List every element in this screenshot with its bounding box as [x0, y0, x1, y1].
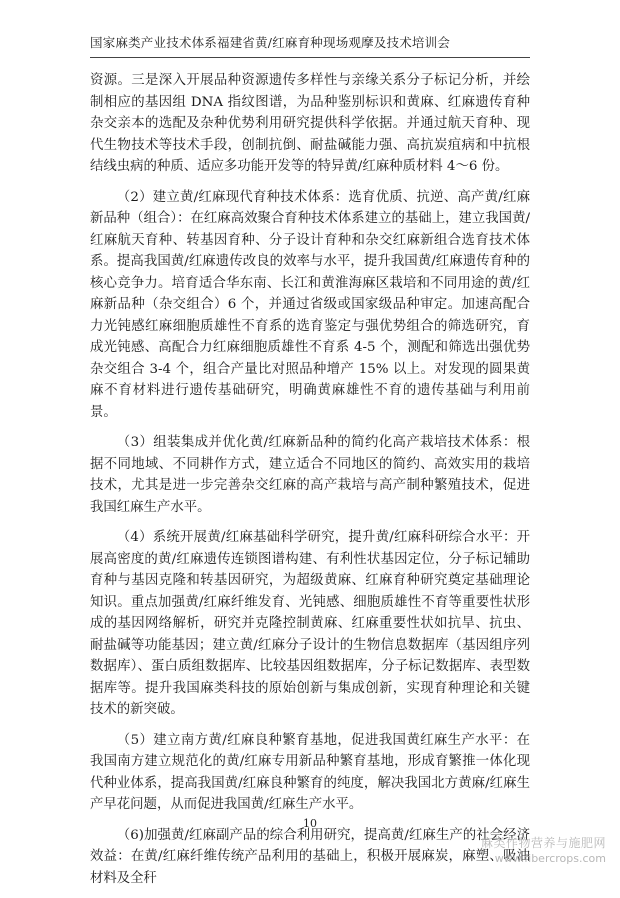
paragraph-3: （3）组装集成并优化黄/红麻新品种的简约化高产栽培技术体系：根据不同地域、不同耕作方式，建立适合不同地区的简约、高效实用的栽培技术，尤其是进一步完善杂交红麻的高产栽培与高产制种繁殖技术，促进我国红麻生产水平。 — [90, 435, 530, 515]
watermark-url: www.fibercrops.com — [494, 852, 606, 865]
watermark — [481, 836, 606, 866]
paragraph-1: 资源。三是深入开展品种资源遗传多样性与亲缘关系分子标记分析，并绘制相应的基因组 DNA 指纹图谱，为品种鉴别标识和黄麻、红麻遗传育种杂交亲本的选配及杂种优势利用研究提供科学依据。并通过航天育种、现代生物技术等技术手段，创制抗倒、耐盐碱能力强、高抗炭疽病和中抗根结线虫病的种质、适应多功能开发等的特异黄/红麻种质材料 4～6 份。 — [90, 73, 530, 174]
paragraph-5: （5）建立南方黄/红麻良种繁育基地，促进我国黄红麻生产水平：在我国南方建立规范化的黄/红麻专用新品种繁育基地，形成育繁推一体化现代种业体系，提高我国黄/红麻良种繁育的纯度，解决我国北方黄麻/红麻生产早花问题，从而促进我国黄/红麻生产水平。 — [90, 732, 530, 812]
paragraph-4: （4）系统开展黄/红麻基础科学研究，提升黄/红麻科研综合水平：开展高密度的黄/红麻遗传连锁图谱构建、有利性状基因定位，分子标记辅助育种与基因克隆和转基因研究，为超级黄麻、红麻育种研究奠定基础理论知识。重点加强黄/红麻纤维发育、光钝感、细胞质雄性不育等重要性状形成的基因网络解析，研究并克隆控制黄麻、红麻重要性状如抗旱、抗虫、耐盐碱等功能基因；建立黄/红麻分子设计的生物信息数据库（基因组序列数据库）、蛋白质组数据库、比较基因组数据库，分子标记数据库、表型数据库等。提升我国麻类科技的原始创新与集成创新，实现育种理论和关键技术的新突破。 — [90, 530, 530, 717]
paragraph-6: （6)加强黄/红麻副产品的综合利用研究，提高黄/红麻生产的社会经济效益：在黄/红麻纤维传统产品利用的基础上，积极开展麻炭，麻塑、吸油材料及全秆 — [90, 827, 530, 886]
body-text — [90, 70, 530, 898]
header-rule — [90, 57, 530, 58]
paragraph-2: （2）建立黄/红麻现代育种技术体系：选育优质、抗逆、高产黄/红麻新品种（组合）：在红麻高效聚合育种技术体系建立的基础上，建立我国黄/红麻航天育种、转基因育种、分子设计育种和杂交红麻新组合选育技术体系。提高我国黄/红麻遗传改良的效率与水平，提升我国黄/红麻遗传育种的核心竞争力。培育适合华东南、长江和黄淮海麻区栽培和不同用途的黄/红麻新品种（杂交组合）6 个，并通过省级或国家级品种审定。加速高配合力光钝感红麻细胞质雄性不育系的选育鉴定与强优势组合的筛选研究，育成光钝感、高配合力红麻细胞质雄性不育系 4-5 个，测配和筛选出强优势杂交组合 3-4 个，组合产量比对照品种增产 15% 以上。对发现的圆果黄麻不育材料进行遗传基础研究，明确黄麻雄性不育的遗传基础与利用前景。 — [90, 189, 530, 420]
watermark-title: 麻类作物营养与施肥网 — [480, 836, 606, 850]
page-number: 10 — [303, 817, 317, 830]
running-header: 国家麻类产业技术体系福建省黄/红麻育种现场观摩及技术培训会 — [90, 35, 451, 50]
